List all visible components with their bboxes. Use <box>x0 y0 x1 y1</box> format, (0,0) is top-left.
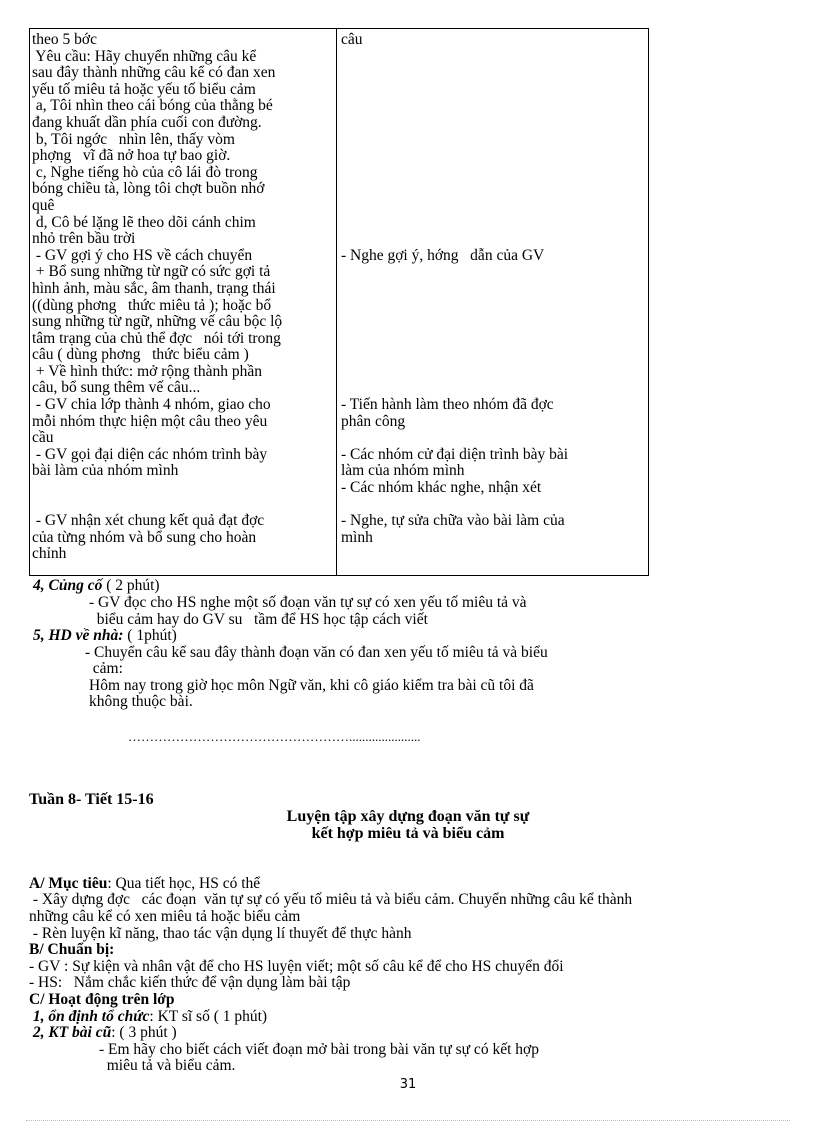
right-line <box>341 215 647 232</box>
right-line: làm của nhóm mình <box>341 462 465 480</box>
left-line: của từng nhóm và bổ sung cho hoàn <box>32 528 257 546</box>
right-line: phân công <box>341 412 406 430</box>
left-line: tâm trạng của chủ thể đợc nói tới trong <box>32 329 281 347</box>
left-line: câu ( dùng phơng thức biểu cảm ) <box>32 346 249 364</box>
right-line <box>341 165 647 182</box>
left-line: yếu tố miêu tả hoặc yếu tố biểu cảm <box>32 80 256 98</box>
right-line <box>341 314 647 331</box>
right-line: - Các nhóm cử đại diện trình bày bài <box>341 445 569 463</box>
hd-ve-nha-line-2: cảm: <box>85 660 123 677</box>
right-line <box>341 198 647 215</box>
right-line: câu <box>341 31 363 48</box>
chuan-bi-heading: B/ Chuẩn bị: <box>29 941 115 958</box>
right-line <box>341 298 647 315</box>
right-line <box>341 82 647 99</box>
left-line: đang khuất dần phía cuối con đường. <box>32 113 262 131</box>
chuan-bi-line-1: - GV : Sự kiện và nhân vật để cho HS luyện viết; một số câu kể để cho HS chuyển đổi <box>29 958 564 975</box>
chuan-bi-line-2: - HS: Nắm chắc kiến thức để vận dụng làm bài tập <box>29 974 351 991</box>
right-line: - Các nhóm khác nghe, nhận xét <box>341 479 542 497</box>
kt-bai-cu-question-2: miêu tả và biểu cảm. <box>99 1057 236 1074</box>
page-bottom-border <box>26 1120 790 1121</box>
right-line <box>341 148 647 165</box>
kt-bai-cu-label: 2, KT bài cũ <box>29 1024 112 1041</box>
page-number: 31 <box>399 1077 417 1092</box>
section-separator: ……………………………………………...................... <box>128 729 421 744</box>
left-line: chỉnh <box>32 545 67 563</box>
on-dinh-text: : KT sĩ số ( 1 phút) <box>149 1008 268 1025</box>
left-line: theo 5 bớc <box>32 31 98 48</box>
left-line: nhỏ trên bầu trời <box>32 230 136 248</box>
left-line: sung những từ ngữ, những vế câu bộc lộ <box>32 313 283 331</box>
left-line: hình ảnh, màu sắc, âm thanh, trạng thái <box>32 279 276 297</box>
hd-ve-nha-line-4: không thuộc bài. <box>89 693 193 710</box>
left-line: bóng chiều tà, lòng tôi chợt buồn nhớ <box>32 180 265 198</box>
left-line: cầu <box>32 429 54 447</box>
right-line <box>341 231 647 248</box>
left-line: Yêu cầu: Hãy chuyển những câu kể <box>32 47 257 65</box>
lesson-title-line-1: Luyện tập xây dựng đoạn văn tự sự <box>286 808 530 825</box>
left-line: d, Cô bé lặng lẽ theo dõi cánh chim <box>32 213 256 231</box>
right-line <box>341 380 647 397</box>
teacher-activity-column <box>32 32 334 563</box>
hd-ve-nha-heading-line <box>33 628 177 645</box>
left-line: - GV chia lớp thành 4 nhóm, giao cho <box>32 396 271 414</box>
right-line: - Tiến hành làm theo nhóm đã đợc <box>341 396 554 414</box>
right-line: - Nghe, tự sửa chữa vào bài làm của <box>341 512 565 530</box>
kt-bai-cu-line <box>29 1025 177 1042</box>
left-line: sau đây thành những câu kể có đan xen <box>32 64 276 82</box>
right-line <box>341 281 647 298</box>
left-line: ((dùng phơng thức miêu tả ); hoặc bổ <box>32 296 272 314</box>
right-line: mình <box>341 528 373 546</box>
right-line <box>341 65 647 82</box>
left-line: - GV gợi ý cho HS về cách chuyển <box>32 246 253 264</box>
on-dinh-label: 1, ổn định tổ chức <box>29 1008 150 1025</box>
cung-co-heading: 4, Củng cố <box>33 577 103 594</box>
activity-table <box>29 28 649 576</box>
kt-bai-cu-question-1: - Em hãy cho biết cách viết đoạn mở bài trong bài văn tự sự có kết hợp <box>99 1041 539 1058</box>
left-line: c, Nghe tiếng hò của cô lái đò trong <box>32 163 258 181</box>
left-line <box>32 480 334 497</box>
right-line <box>341 430 647 447</box>
left-line: + Về hình thức: mở rộng thành phần <box>32 362 262 380</box>
cung-co-heading-line <box>33 578 160 595</box>
right-line <box>341 497 647 514</box>
right-line: - Nghe gợi ý, hớng dẫn của GV <box>341 246 545 264</box>
left-line <box>32 497 334 514</box>
left-line: b, Tôi ngớc nhìn lên, thấy vòm <box>32 130 235 148</box>
left-line: quê <box>32 196 55 214</box>
cung-co-line-2: biểu cảm hay do GV su tầm để HS học tập cách viết <box>89 611 428 628</box>
hd-ve-nha-heading: 5, HD về nhà: <box>33 627 124 644</box>
lesson-week: Tuần 8- Tiết 15-16 <box>29 791 154 808</box>
left-line: - GV gọi đại diện các nhóm trình bày <box>32 445 268 463</box>
table-column-divider <box>336 29 337 575</box>
left-line: câu, bổ sung thêm vế câu... <box>32 379 201 397</box>
kt-bai-cu-text: : ( 3 phút ) <box>111 1024 177 1041</box>
hoat-dong-heading: C/ Hoạt động trên lớp <box>29 991 175 1008</box>
cung-co-line-1: - GV đọc cho HS nghe một số đoạn văn tự sự có xen yếu tố miêu tả và <box>89 594 527 611</box>
right-line <box>341 98 647 115</box>
right-line <box>341 181 647 198</box>
muc-tieu-line-1: - Xây dựng đợc các đoạn văn tự sự có yếu tố miêu tả và biểu cảm. Chuyển những câu kể thành <box>29 891 633 908</box>
left-line: phợng vĩ đã nở hoa tự bao giờ. <box>32 147 231 165</box>
student-activity-column <box>341 32 647 546</box>
right-line <box>341 347 647 364</box>
lesson-title-line-2: kết hợp miêu tả và biểu cảm <box>311 825 505 842</box>
muc-tieu-heading: A/ Mục tiêu <box>29 875 108 892</box>
hd-ve-nha-line-1: - Chuyển câu kể sau đây thành đoạn văn có đan xen yếu tố miêu tả và biểu <box>85 644 548 661</box>
right-line <box>341 132 647 149</box>
left-line: + Bổ sung những từ ngữ có sức gợi tả <box>32 263 271 281</box>
muc-tieu-intro: : Qua tiết học, HS có thể <box>107 875 261 892</box>
right-line <box>341 264 647 281</box>
hd-ve-nha-time: ( 1phút) <box>123 627 177 644</box>
right-line <box>341 115 647 132</box>
hd-ve-nha-line-3: Hôm nay trong giờ học môn Ngữ văn, khi cô giáo kiểm tra bài cũ tôi đã <box>89 677 534 694</box>
muc-tieu-line-3: - Rèn luyện kĩ năng, thao tác vận dụng lí thuyết để thực hành <box>29 925 412 942</box>
right-line <box>341 49 647 66</box>
left-line: - GV nhận xét chung kết quả đạt đợc <box>32 512 265 530</box>
cung-co-time: ( 2 phút) <box>102 577 160 594</box>
right-line <box>341 364 647 381</box>
left-line: bài làm của nhóm mình <box>32 462 179 480</box>
left-line: a, Tôi nhìn theo cái bóng của thằng bé <box>32 97 273 115</box>
muc-tieu-line-2: những câu kể có xen miêu tả hoặc biểu cảm <box>29 908 301 925</box>
right-line <box>341 331 647 348</box>
left-line: mỗi nhóm thực hiện một câu theo yêu <box>32 412 268 430</box>
